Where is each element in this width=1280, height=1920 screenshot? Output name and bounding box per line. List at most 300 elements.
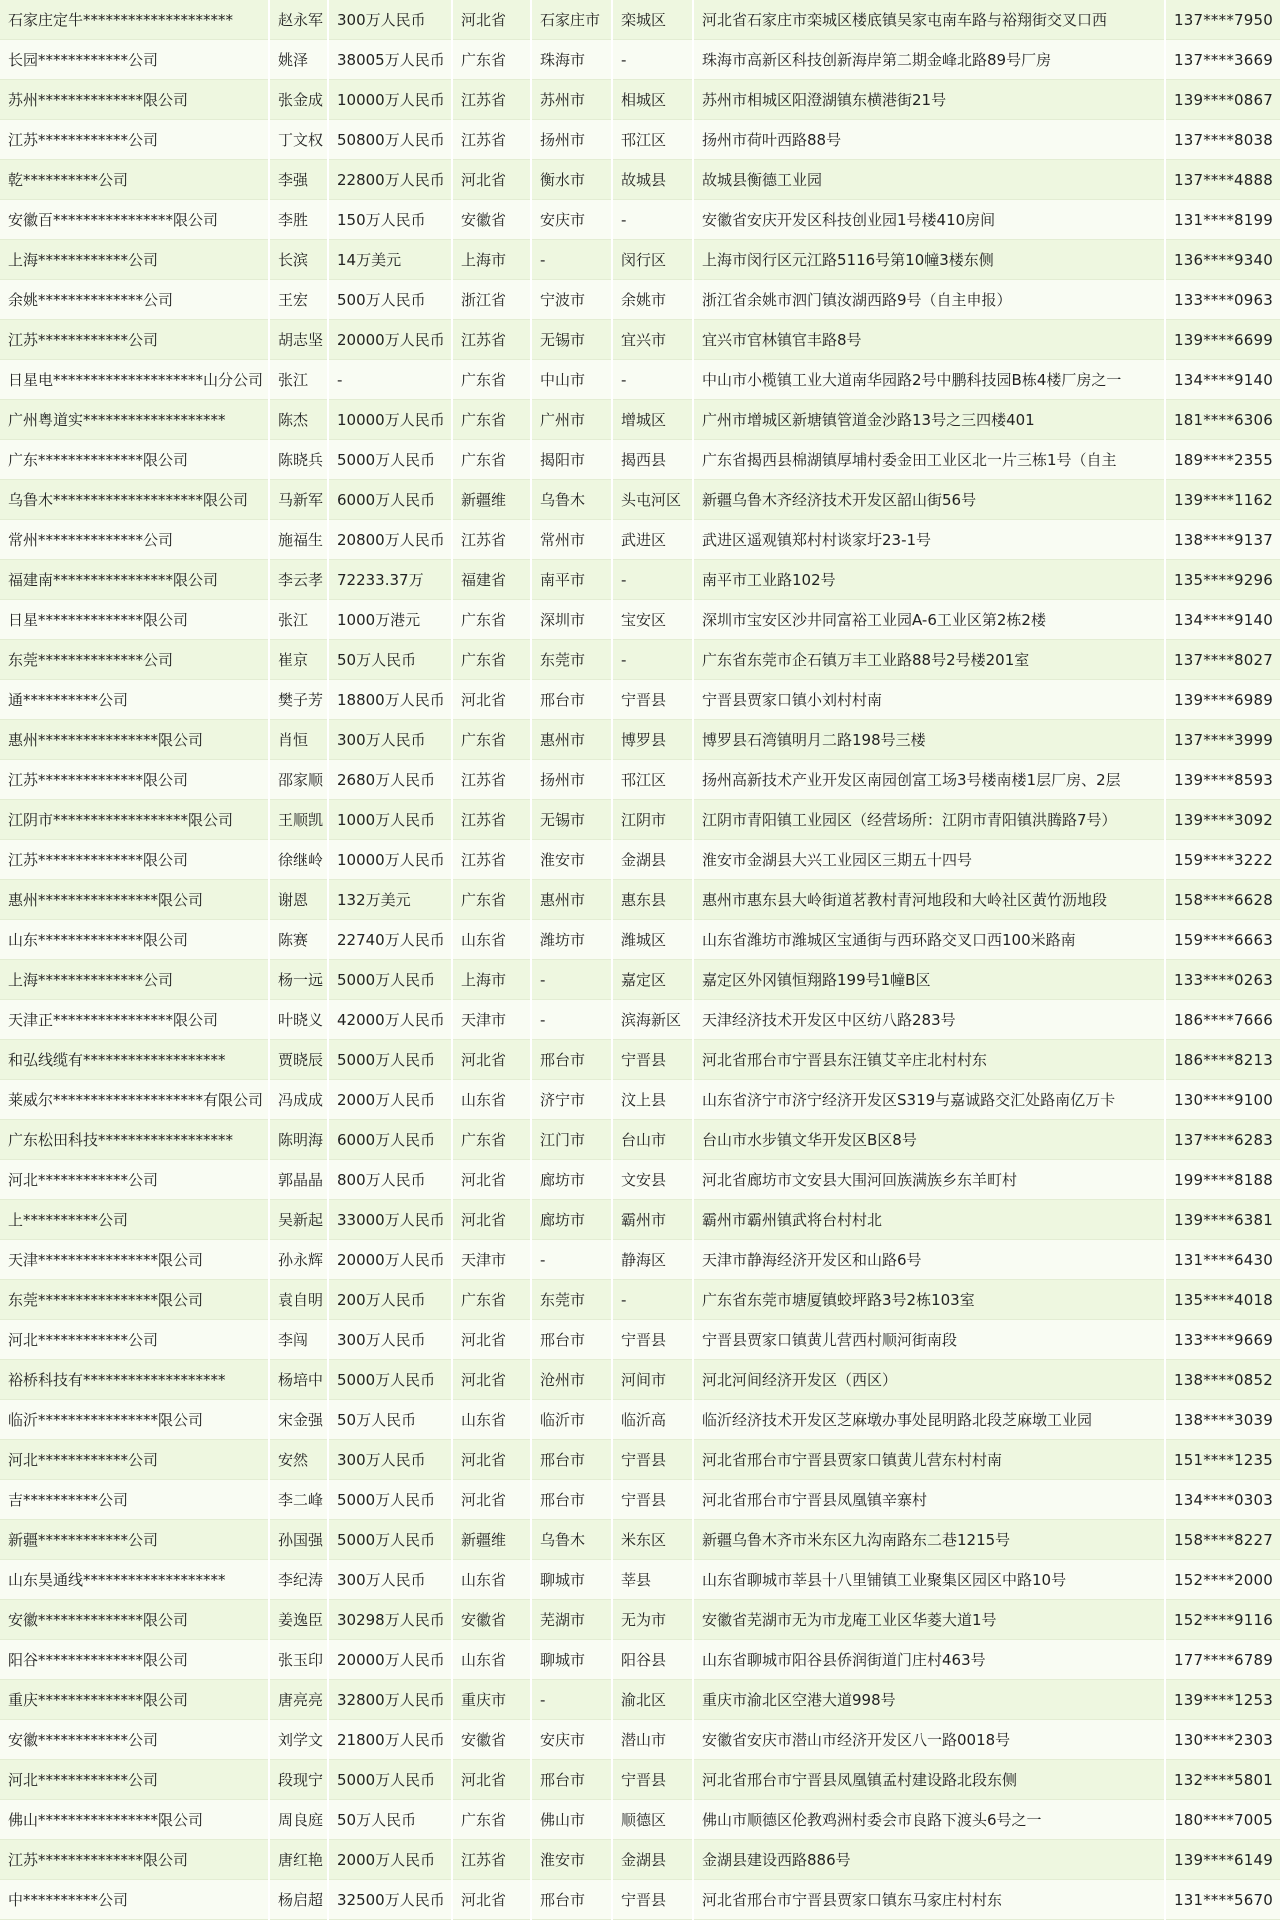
province-cell: 河北省 — [453, 1760, 530, 1800]
district-cell: 顺德区 — [613, 1800, 692, 1840]
district-cell: - — [613, 200, 692, 240]
district-cell: 惠东县 — [613, 880, 692, 920]
city-cell: 邢台市 — [532, 1480, 611, 1520]
table-row[interactable] — [0, 120, 1280, 160]
district-cell: 莘县 — [613, 1560, 692, 1600]
registered-capital-cell: 6000万人民币 — [329, 1120, 451, 1160]
province-cell: 广东省 — [453, 400, 530, 440]
address-cell: 宜兴市官林镇官丰路8号 — [694, 320, 1164, 360]
district-cell: 台山市 — [613, 1120, 692, 1160]
phone-cell: 151****1235 — [1166, 1440, 1280, 1480]
legal-representative-cell: 陈明海 — [270, 1120, 327, 1160]
table-row[interactable] — [0, 720, 1280, 760]
district-cell: 渝北区 — [613, 1680, 692, 1720]
table-row[interactable] — [0, 1360, 1280, 1400]
table-row[interactable] — [0, 1240, 1280, 1280]
province-cell: 福建省 — [453, 560, 530, 600]
legal-representative-cell: 谢恩 — [270, 880, 327, 920]
district-cell: 头屯河区 — [613, 480, 692, 520]
district-cell: - — [613, 560, 692, 600]
registered-capital-cell: 2000万人民币 — [329, 1080, 451, 1120]
legal-representative-cell: 张江 — [270, 600, 327, 640]
city-cell: 沧州市 — [532, 1360, 611, 1400]
company-name-cell: 山东**************限公司 — [0, 920, 268, 960]
district-cell: - — [613, 1280, 692, 1320]
address-cell: 嘉定区外冈镇恒翔路199号1幢B区 — [694, 960, 1164, 1000]
legal-representative-cell: 姚泽 — [270, 40, 327, 80]
address-cell: 霸州市霸州镇武将台村村北 — [694, 1200, 1164, 1240]
phone-cell: 138****9137 — [1166, 520, 1280, 560]
company-name-cell: 中**********公司 — [0, 1880, 268, 1920]
registered-capital-cell: 1000万港元 — [329, 600, 451, 640]
company-name-cell: 安徽百****************限公司 — [0, 200, 268, 240]
city-cell: - — [532, 960, 611, 1000]
city-cell: 邢台市 — [532, 1880, 611, 1920]
table-row[interactable] — [0, 1120, 1280, 1160]
company-name-cell: 上海************公司 — [0, 240, 268, 280]
city-cell: 扬州市 — [532, 760, 611, 800]
province-cell: 山东省 — [453, 1400, 530, 1440]
phone-cell: 133****0263 — [1166, 960, 1280, 1000]
district-cell: 相城区 — [613, 80, 692, 120]
registered-capital-cell: 14万美元 — [329, 240, 451, 280]
table-row[interactable] — [0, 1680, 1280, 1720]
company-name-cell: 惠州****************限公司 — [0, 720, 268, 760]
address-cell: 山东省济宁市济宁经济开发区S319与嘉诚路交汇处路南亿万卡 — [694, 1080, 1164, 1120]
phone-cell: 199****8188 — [1166, 1160, 1280, 1200]
address-cell: 浙江省余姚市泗门镇汝湖西路9号（自主申报） — [694, 280, 1164, 320]
table-row[interactable] — [0, 1000, 1280, 1040]
province-cell: 江苏省 — [453, 320, 530, 360]
legal-representative-cell: 王宏 — [270, 280, 327, 320]
registered-capital-cell: 20800万人民币 — [329, 520, 451, 560]
company-name-cell: 广东**************限公司 — [0, 440, 268, 480]
legal-representative-cell: 段现宁 — [270, 1760, 327, 1800]
legal-representative-cell: 李闯 — [270, 1320, 327, 1360]
registered-capital-cell: 20000万人民币 — [329, 1640, 451, 1680]
phone-cell: 136****9340 — [1166, 240, 1280, 280]
table-row[interactable] — [0, 680, 1280, 720]
company-name-cell: 常州**************公司 — [0, 520, 268, 560]
registered-capital-cell: 1000万人民币 — [329, 800, 451, 840]
phone-cell: 137****7950 — [1166, 0, 1280, 40]
address-cell: 宁晋县贾家口镇小刘村村南 — [694, 680, 1164, 720]
address-cell: 河北省邢台市宁晋县凤凰镇辛寨村 — [694, 1480, 1164, 1520]
district-cell: 宁晋县 — [613, 1760, 692, 1800]
city-cell: 揭阳市 — [532, 440, 611, 480]
address-cell: 广东省东莞市塘厦镇蛟坪路3号2栋103室 — [694, 1280, 1164, 1320]
legal-representative-cell: 吴新起 — [270, 1200, 327, 1240]
phone-cell: 177****6789 — [1166, 1640, 1280, 1680]
legal-representative-cell: 徐继岭 — [270, 840, 327, 880]
province-cell: 河北省 — [453, 0, 530, 40]
phone-cell: 131****5670 — [1166, 1880, 1280, 1920]
district-cell: 宁晋县 — [613, 1880, 692, 1920]
phone-cell: 152****2000 — [1166, 1560, 1280, 1600]
address-cell: 重庆市渝北区空港大道998号 — [694, 1680, 1164, 1720]
company-name-cell: 余姚**************公司 — [0, 280, 268, 320]
table-row[interactable] — [0, 1880, 1280, 1920]
table-row[interactable] — [0, 1080, 1280, 1120]
registered-capital-cell: 6000万人民币 — [329, 480, 451, 520]
legal-representative-cell: 唐亮亮 — [270, 1680, 327, 1720]
legal-representative-cell: 张金成 — [270, 80, 327, 120]
province-cell: 天津市 — [453, 1240, 530, 1280]
address-cell: 宁晋县贾家口镇黄儿营西村顺河街南段 — [694, 1320, 1164, 1360]
city-cell: 深圳市 — [532, 600, 611, 640]
legal-representative-cell: 崔京 — [270, 640, 327, 680]
company-name-cell: 阳谷**************限公司 — [0, 1640, 268, 1680]
address-cell: 上海市闵行区元江路5116号第10幢3楼东侧 — [694, 240, 1164, 280]
province-cell: 河北省 — [453, 1320, 530, 1360]
legal-representative-cell: 李强 — [270, 160, 327, 200]
table-row[interactable] — [0, 440, 1280, 480]
district-cell: 河间市 — [613, 1360, 692, 1400]
district-cell: 余姚市 — [613, 280, 692, 320]
registered-capital-cell: 22740万人民币 — [329, 920, 451, 960]
company-name-cell: 上海**************公司 — [0, 960, 268, 1000]
table-row[interactable] — [0, 520, 1280, 560]
company-name-cell: 江阴市******************限公司 — [0, 800, 268, 840]
province-cell: 江苏省 — [453, 840, 530, 880]
district-cell: 嘉定区 — [613, 960, 692, 1000]
city-cell: 广州市 — [532, 400, 611, 440]
registered-capital-cell: 5000万人民币 — [329, 1520, 451, 1560]
table-row[interactable] — [0, 1200, 1280, 1240]
address-cell: 河北省石家庄市栾城区楼底镇吴家屯南车路与裕翔街交叉口西 — [694, 0, 1164, 40]
legal-representative-cell: 陈晓兵 — [270, 440, 327, 480]
province-cell: 广东省 — [453, 600, 530, 640]
city-cell: 芜湖市 — [532, 1600, 611, 1640]
table-row[interactable] — [0, 600, 1280, 640]
table-row[interactable] — [0, 1440, 1280, 1480]
phone-cell: 137****3999 — [1166, 720, 1280, 760]
phone-cell: 139****1162 — [1166, 480, 1280, 520]
company-name-cell: 乌鲁木********************限公司 — [0, 480, 268, 520]
district-cell: 金湖县 — [613, 1840, 692, 1880]
table-row[interactable] — [0, 240, 1280, 280]
registered-capital-cell: - — [329, 360, 451, 400]
city-cell: 惠州市 — [532, 880, 611, 920]
phone-cell: 135****9296 — [1166, 560, 1280, 600]
legal-representative-cell: 姜逸臣 — [270, 1600, 327, 1640]
registered-capital-cell: 21800万人民币 — [329, 1720, 451, 1760]
district-cell: 栾城区 — [613, 0, 692, 40]
legal-representative-cell: 陈杰 — [270, 400, 327, 440]
table-row[interactable] — [0, 1160, 1280, 1200]
legal-representative-cell: 邵家顺 — [270, 760, 327, 800]
table-row[interactable] — [0, 1760, 1280, 1800]
city-cell: 淮安市 — [532, 1840, 611, 1880]
legal-representative-cell: 张江 — [270, 360, 327, 400]
company-name-cell: 江苏************公司 — [0, 120, 268, 160]
company-name-cell: 安徽**************限公司 — [0, 1600, 268, 1640]
city-cell: 济宁市 — [532, 1080, 611, 1120]
table-row[interactable] — [0, 40, 1280, 80]
table-row[interactable] — [0, 760, 1280, 800]
address-cell: 扬州市荷叶西路88号 — [694, 120, 1164, 160]
address-cell: 台山市水步镇文华开发区B区8号 — [694, 1120, 1164, 1160]
legal-representative-cell: 李云孝 — [270, 560, 327, 600]
phone-cell: 159****3222 — [1166, 840, 1280, 880]
company-name-cell: 天津****************限公司 — [0, 1240, 268, 1280]
table-row[interactable] — [0, 1720, 1280, 1760]
company-name-cell: 东莞**************公司 — [0, 640, 268, 680]
district-cell: 滨海新区 — [613, 1000, 692, 1040]
table-row[interactable] — [0, 1040, 1280, 1080]
phone-cell: 133****0963 — [1166, 280, 1280, 320]
province-cell: 江苏省 — [453, 520, 530, 560]
company-name-cell: 通**********公司 — [0, 680, 268, 720]
phone-cell: 137****6283 — [1166, 1120, 1280, 1160]
city-cell: 佛山市 — [532, 1800, 611, 1840]
registered-capital-cell: 20000万人民币 — [329, 1240, 451, 1280]
legal-representative-cell: 杨启超 — [270, 1880, 327, 1920]
registered-capital-cell: 72233.37万 — [329, 560, 451, 600]
city-cell: - — [532, 1680, 611, 1720]
table-row[interactable] — [0, 160, 1280, 200]
legal-representative-cell: 施福生 — [270, 520, 327, 560]
phone-cell: 189****2355 — [1166, 440, 1280, 480]
company-name-cell: 江苏************公司 — [0, 320, 268, 360]
registered-capital-cell: 38005万人民币 — [329, 40, 451, 80]
registered-capital-cell: 5000万人民币 — [329, 1360, 451, 1400]
city-cell: 南平市 — [532, 560, 611, 600]
table-row[interactable] — [0, 640, 1280, 680]
district-cell: - — [613, 40, 692, 80]
district-cell: - — [613, 640, 692, 680]
address-cell: 淮安市金湖县大兴工业园区三期五十四号 — [694, 840, 1164, 880]
phone-cell: 135****4018 — [1166, 1280, 1280, 1320]
company-name-cell: 裕桥科技有******************* — [0, 1360, 268, 1400]
city-cell: 临沂市 — [532, 1400, 611, 1440]
province-cell: 重庆市 — [453, 1680, 530, 1720]
address-cell: 河北河间经济开发区（西区） — [694, 1360, 1164, 1400]
company-name-cell: 惠州****************限公司 — [0, 880, 268, 920]
company-name-cell: 长园************公司 — [0, 40, 268, 80]
phone-cell: 131****6430 — [1166, 1240, 1280, 1280]
legal-representative-cell: 张玉印 — [270, 1640, 327, 1680]
province-cell: 山东省 — [453, 1080, 530, 1120]
registered-capital-cell: 500万人民币 — [329, 280, 451, 320]
legal-representative-cell: 郭晶晶 — [270, 1160, 327, 1200]
registered-capital-cell: 300万人民币 — [329, 1560, 451, 1600]
city-cell: 江门市 — [532, 1120, 611, 1160]
phone-cell: 130****9100 — [1166, 1080, 1280, 1120]
phone-cell: 139****6989 — [1166, 680, 1280, 720]
province-cell: 山东省 — [453, 1560, 530, 1600]
address-cell: 广东省东莞市企石镇万丰工业路88号2号楼201室 — [694, 640, 1164, 680]
legal-representative-cell: 李纪涛 — [270, 1560, 327, 1600]
district-cell: 宁晋县 — [613, 1040, 692, 1080]
legal-representative-cell: 陈赛 — [270, 920, 327, 960]
address-cell: 山东省聊城市阳谷县侨润街道门庄村463号 — [694, 1640, 1164, 1680]
table-row[interactable] — [0, 1560, 1280, 1600]
table-row[interactable] — [0, 0, 1280, 40]
phone-cell: 137****3669 — [1166, 40, 1280, 80]
province-cell: 新疆维 — [453, 480, 530, 520]
city-cell: 乌鲁木 — [532, 1520, 611, 1560]
phone-cell: 134****9140 — [1166, 360, 1280, 400]
table-row[interactable] — [0, 1320, 1280, 1360]
phone-cell: 132****5801 — [1166, 1760, 1280, 1800]
table-row[interactable] — [0, 360, 1280, 400]
city-cell: 扬州市 — [532, 120, 611, 160]
registered-capital-cell: 5000万人民币 — [329, 960, 451, 1000]
registered-capital-cell: 800万人民币 — [329, 1160, 451, 1200]
district-cell: 霸州市 — [613, 1200, 692, 1240]
province-cell: 河北省 — [453, 680, 530, 720]
city-cell: 邢台市 — [532, 1760, 611, 1800]
address-cell: 河北省邢台市宁晋县贾家口镇东马家庄村村东 — [694, 1880, 1164, 1920]
company-name-cell: 山东昊通线******************* — [0, 1560, 268, 1600]
address-cell: 河北省邢台市宁晋县东汪镇艾辛庄北村村东 — [694, 1040, 1164, 1080]
province-cell: 广东省 — [453, 640, 530, 680]
phone-cell: 139****6699 — [1166, 320, 1280, 360]
city-cell: 安庆市 — [532, 1720, 611, 1760]
address-cell: 武进区遥观镇郑村村谈家圩23-1号 — [694, 520, 1164, 560]
table-row[interactable] — [0, 80, 1280, 120]
table-row[interactable] — [0, 880, 1280, 920]
province-cell: 浙江省 — [453, 280, 530, 320]
phone-cell: 134****9140 — [1166, 600, 1280, 640]
city-cell: 衡水市 — [532, 160, 611, 200]
legal-representative-cell: 李胜 — [270, 200, 327, 240]
table-row[interactable] — [0, 200, 1280, 240]
province-cell: 广东省 — [453, 1800, 530, 1840]
company-name-cell: 临沂****************限公司 — [0, 1400, 268, 1440]
province-cell: 江苏省 — [453, 1840, 530, 1880]
address-cell: 苏州市相城区阳澄湖镇东横港街21号 — [694, 80, 1164, 120]
city-cell: 无锡市 — [532, 800, 611, 840]
province-cell: 河北省 — [453, 1440, 530, 1480]
province-cell: 河北省 — [453, 1360, 530, 1400]
table-row[interactable] — [0, 1840, 1280, 1880]
phone-cell: 186****8213 — [1166, 1040, 1280, 1080]
registered-capital-cell: 10000万人民币 — [329, 80, 451, 120]
address-cell: 新疆乌鲁木齐经济技术开发区韶山街56号 — [694, 480, 1164, 520]
district-cell: 宁晋县 — [613, 1320, 692, 1360]
city-cell: 聊城市 — [532, 1640, 611, 1680]
phone-cell: 139****6149 — [1166, 1840, 1280, 1880]
legal-representative-cell: 赵永军 — [270, 0, 327, 40]
address-cell: 山东省聊城市莘县十八里铺镇工业聚集区园区中路10号 — [694, 1560, 1164, 1600]
phone-cell: 131****8199 — [1166, 200, 1280, 240]
company-name-cell: 广州粤道实******************* — [0, 400, 268, 440]
company-name-cell: 江苏**************限公司 — [0, 840, 268, 880]
legal-representative-cell: 叶晓义 — [270, 1000, 327, 1040]
table-row[interactable] — [0, 1400, 1280, 1440]
phone-cell: 137****8038 — [1166, 120, 1280, 160]
phone-cell: 158****8227 — [1166, 1520, 1280, 1560]
registered-capital-cell: 30298万人民币 — [329, 1600, 451, 1640]
province-cell: 广东省 — [453, 40, 530, 80]
legal-representative-cell: 孙国强 — [270, 1520, 327, 1560]
company-name-cell: 苏州**************限公司 — [0, 80, 268, 120]
district-cell: 潜山市 — [613, 1720, 692, 1760]
phone-cell: 139****6381 — [1166, 1200, 1280, 1240]
registered-capital-cell: 300万人民币 — [329, 1320, 451, 1360]
table-row[interactable] — [0, 1800, 1280, 1840]
legal-representative-cell: 丁文权 — [270, 120, 327, 160]
address-cell: 金湖县建设西路886号 — [694, 1840, 1164, 1880]
province-cell: 河北省 — [453, 1480, 530, 1520]
province-cell: 广东省 — [453, 440, 530, 480]
city-cell: 苏州市 — [532, 80, 611, 120]
province-cell: 河北省 — [453, 1160, 530, 1200]
table-row[interactable] — [0, 320, 1280, 360]
legal-representative-cell: 李二峰 — [270, 1480, 327, 1520]
legal-representative-cell: 樊子芳 — [270, 680, 327, 720]
legal-representative-cell: 刘学文 — [270, 1720, 327, 1760]
registered-capital-cell: 20000万人民币 — [329, 320, 451, 360]
company-name-cell: 广东松田科技****************** — [0, 1120, 268, 1160]
province-cell: 山东省 — [453, 1640, 530, 1680]
city-cell: 常州市 — [532, 520, 611, 560]
address-cell: 故城县衡德工业园 — [694, 160, 1164, 200]
province-cell: 河北省 — [453, 1040, 530, 1080]
district-cell: - — [613, 360, 692, 400]
phone-cell: 137****4888 — [1166, 160, 1280, 200]
district-cell: 武进区 — [613, 520, 692, 560]
address-cell: 安徽省安庆市潜山市经济开发区八一路0018号 — [694, 1720, 1164, 1760]
table-row[interactable] — [0, 1280, 1280, 1320]
city-cell: 廊坊市 — [532, 1200, 611, 1240]
province-cell: 河北省 — [453, 160, 530, 200]
table-row[interactable] — [0, 840, 1280, 880]
table-row[interactable] — [0, 480, 1280, 520]
legal-representative-cell: 肖恒 — [270, 720, 327, 760]
company-name-cell: 和弘线缆有******************* — [0, 1040, 268, 1080]
province-cell: 广东省 — [453, 880, 530, 920]
table-row[interactable] — [0, 1480, 1280, 1520]
table-row[interactable] — [0, 560, 1280, 600]
table-row[interactable] — [0, 920, 1280, 960]
company-name-cell: 天津正****************限公司 — [0, 1000, 268, 1040]
province-cell: 新疆维 — [453, 1520, 530, 1560]
legal-representative-cell: 周良庭 — [270, 1800, 327, 1840]
table-row[interactable] — [0, 800, 1280, 840]
table-row[interactable] — [0, 1640, 1280, 1680]
table-row[interactable] — [0, 280, 1280, 320]
district-cell: 阳谷县 — [613, 1640, 692, 1680]
company-name-cell: 河北************公司 — [0, 1320, 268, 1360]
address-cell: 天津市静海经济开发区和山路6号 — [694, 1240, 1164, 1280]
registered-capital-cell: 5000万人民币 — [329, 440, 451, 480]
address-cell: 广州市增城区新塘镇管道金沙路13号之三四楼401 — [694, 400, 1164, 440]
table-row[interactable] — [0, 1520, 1280, 1560]
address-cell: 安徽省芜湖市无为市龙庵工业区华菱大道1号 — [694, 1600, 1164, 1640]
address-cell: 佛山市顺德区伦教鸡洲村委会市良路下渡头6号之一 — [694, 1800, 1164, 1840]
table-row[interactable] — [0, 400, 1280, 440]
table-row[interactable] — [0, 1600, 1280, 1640]
company-name-cell: 东莞****************限公司 — [0, 1280, 268, 1320]
city-cell: 邢台市 — [532, 1040, 611, 1080]
registered-capital-cell: 300万人民币 — [329, 720, 451, 760]
company-name-cell: 河北************公司 — [0, 1440, 268, 1480]
table-row[interactable] — [0, 960, 1280, 1000]
registered-capital-cell: 10000万人民币 — [329, 400, 451, 440]
district-cell: 静海区 — [613, 1240, 692, 1280]
phone-cell: 130****2303 — [1166, 1720, 1280, 1760]
phone-cell: 159****6663 — [1166, 920, 1280, 960]
registered-capital-cell: 2680万人民币 — [329, 760, 451, 800]
legal-representative-cell: 孙永辉 — [270, 1240, 327, 1280]
phone-cell: 137****8027 — [1166, 640, 1280, 680]
legal-representative-cell: 唐红艳 — [270, 1840, 327, 1880]
district-cell: 江阴市 — [613, 800, 692, 840]
registered-capital-cell: 42000万人民币 — [329, 1000, 451, 1040]
